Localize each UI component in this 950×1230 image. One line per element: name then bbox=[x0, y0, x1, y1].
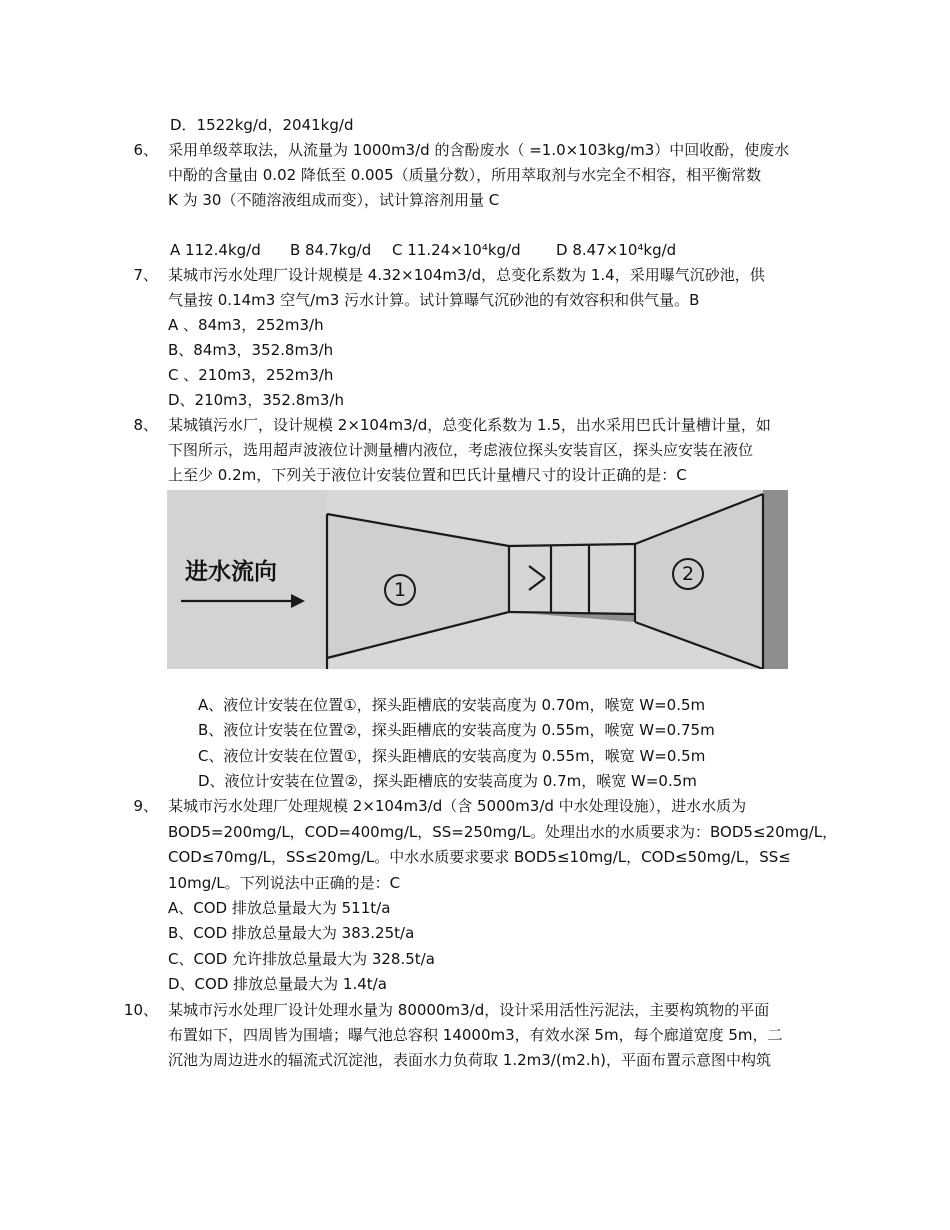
q9-option-a: A、COD 排放总量最大为 511t/a bbox=[168, 899, 391, 917]
position-1-marker: 1 bbox=[393, 579, 407, 601]
q9-number: 9、 bbox=[133, 797, 158, 815]
q7-line-2: 气量按 0.14m3 空气/m3 污水计算。试计算曝气沉砂池的有效容积和供气量。B bbox=[168, 291, 700, 309]
flow-direction-label: 进水流向 bbox=[185, 558, 277, 585]
q7-line-1: 某城市污水处理厂设计规模是 4.32×104m3/d，总变化系数为 1.4，采用曝气沉砂池，供 bbox=[168, 266, 765, 284]
parshall-flume-figure bbox=[167, 490, 788, 669]
q6-line-1: 采用单级萃取法，从流量为 1000m3/d 的含酚废水（ =1.0×103kg/m3）中回收酚，使废水 bbox=[168, 141, 790, 159]
q6-option-d: D 8.47×10⁴kg/d bbox=[556, 241, 677, 259]
q7-option-b: B、84m3，352.8m3/h bbox=[168, 341, 334, 359]
q9-line-3: COD≤70mg/L，SS≤20mg/L。中水水质要求要求 BOD5≤10mg/L，COD≤50mg/L，SS≤ bbox=[168, 848, 791, 866]
q8-option-c: C、液位计安装在位置①，探头距槽底的安装高度为 0.55m，喉宽 W=0.5m bbox=[198, 747, 706, 765]
q9-line-1: 某城市污水处理厂处理规模 2×104m3/d（含 5000m3/d 中水处理设施），进水水质为 bbox=[168, 797, 747, 815]
q6-option-b: B 84.7kg/d bbox=[290, 241, 372, 259]
q6-line-2: 中酚的含量由 0.02 降低至 0.005（质量分数），所用萃取剂与水完全不相容，相平衡常数 bbox=[168, 166, 762, 184]
q6-line-3: K 为 30（不随溶液组成而变），试计算溶剂用量 C bbox=[168, 191, 500, 209]
q8-line-2: 下图所示，选用超声波液位计测量槽内液位，考虑液位探头安装盲区，探头应安装在液位 bbox=[168, 441, 754, 459]
q8-number: 8、 bbox=[133, 416, 158, 434]
q6-option-c: C 11.24×10⁴kg/d bbox=[392, 241, 521, 259]
q10-number: 10、 bbox=[123, 1001, 158, 1019]
q6-number: 6、 bbox=[133, 141, 158, 159]
q9-line-4: 10mg/L。下列说法中正确的是：C bbox=[168, 874, 401, 892]
q8-line-3: 上至少 0.2m，下列关于液位计安装位置和巴氏计量槽尺寸的设计正确的是：C bbox=[168, 466, 687, 484]
q7-number: 7、 bbox=[133, 266, 158, 284]
q9-option-b: B、COD 排放总量最大为 383.25t/a bbox=[168, 924, 415, 942]
q10-line-3: 沉池为周边进水的辐流式沉淀池，表面水力负荷取 1.2m3/(m2.h)，平面布置示意图中构筑 bbox=[168, 1051, 771, 1069]
q5-option-d: D．1522kg/d，2041kg/d bbox=[170, 116, 354, 134]
q7-option-a: A 、84m3，252m3/h bbox=[168, 316, 324, 334]
q9-option-c: C、COD 允许排放总量最大为 328.5t/a bbox=[168, 950, 435, 968]
q8-line-1: 某城镇污水厂，设计规模 2×104m3/d，总变化系数为 1.5，出水采用巴氏计量槽计量，如 bbox=[168, 416, 771, 434]
q10-line-1: 某城市污水处理厂设计处理水量为 80000m3/d，设计采用活性污泥法，主要构筑物的平面 bbox=[168, 1001, 770, 1019]
q6-option-a: A 112.4kg/d bbox=[170, 241, 261, 259]
q8-option-b: B、液位计安装在位置②，探头距槽底的安装高度为 0.55m，喉宽 W=0.75m bbox=[198, 721, 715, 739]
q7-option-c: C 、210m3，252m3/h bbox=[168, 366, 334, 384]
q7-option-d: D、210m3，352.8m3/h bbox=[168, 391, 344, 409]
q10-line-2: 布置如下，四周皆为围墙；曝气池总容积 14000m3，有效水深 5m，每个廊道宽度 5m，二 bbox=[168, 1026, 783, 1044]
position-2-marker: 2 bbox=[681, 563, 695, 585]
q9-option-d: D、COD 排放总量最大为 1.4t/a bbox=[168, 975, 387, 993]
q8-option-a: A、液位计安装在位置①，探头距槽底的安装高度为 0.70m，喉宽 W=0.5m bbox=[198, 696, 706, 714]
q8-option-d: D、液位计安装在位置②，探头距槽底的安装高度为 0.7m，喉宽 W=0.5m bbox=[198, 772, 697, 790]
q9-line-2: BOD5=200mg/L，COD=400mg/L，SS=250mg/L。处理出水的水质要求为：BOD5≤20mg/L， bbox=[168, 823, 838, 841]
